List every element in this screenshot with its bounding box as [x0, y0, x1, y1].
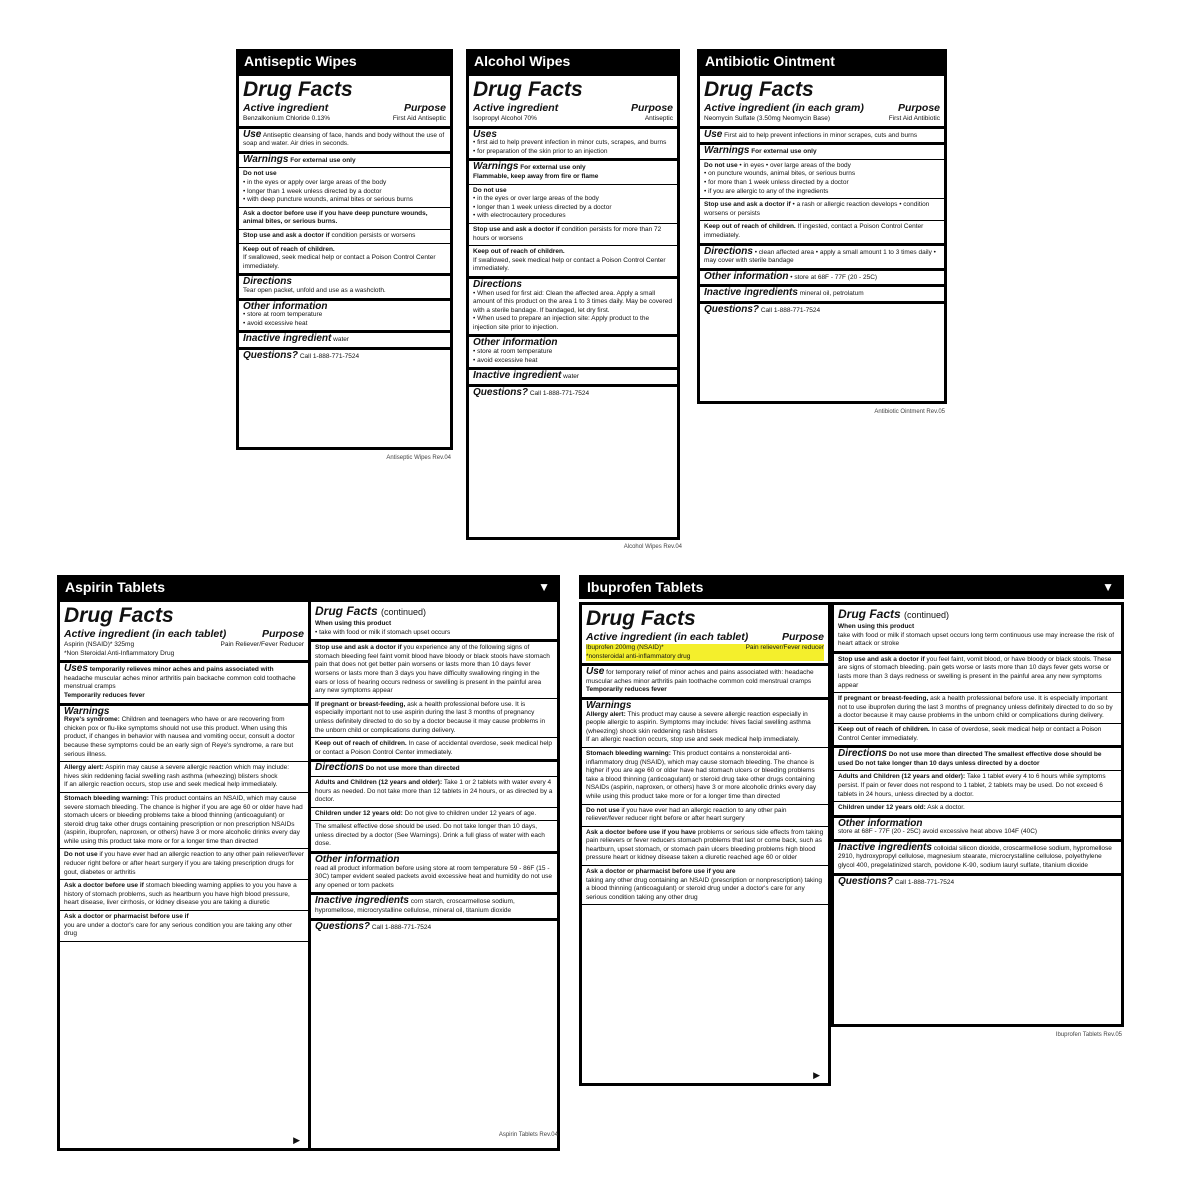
- revision-footer: Antiseptic Wipes Rev.04: [386, 455, 451, 461]
- drug-facts-title: Drug Facts: [243, 78, 353, 101]
- right-column: Drug Facts (continued) When using this product • take with food or milk if stomach upset occurs Stop use and ask a doctor if you experience any of the following signs of stomach bleeding feel faint vomit blood have bloody or black stools have stomach pain that does not get better pain worsens or lasts more than 10 days fever worsens or lasts more than 3 days you have difficulty swallowing ringing in the ears or loss of hearing occurs redness or swelling is present in the painful area any new symptoms appear If pregnant or breast-feeding, ask a health professional before use. It is especially important not to use aspirin during the last 3 months of pregnancy unless definitely directed to do so by a doctor because it may cause problems in the unborn child or complications during delivery. Keep out of reach of children. In case of accidental overdose, seek medical help or contact a Poison Control Center immediately. Directions Do not use more than directed Adults and Children (12 years and older): Take 1 or 2 tablets with water every 4 hours as needed. Do not take more than 12 tablets in 24 hours, or as directed by a doctor. Children under 12 years old: Do not give to children under 12 years of age. The smallest effective dose should be used. Do not take longer than 10 days, unless directed by a doctor (See Warnings). Drink a full glass of water with each dose. Other information read all product information before using store at room temperature 59 - 86F (15 - 30C) tamper evident sealed packets avoid excessive heat and humidity do not use any opened or torn packets Inactive ingredients corn starch, croscarmellose sodium, hypromellose, microcrystalline cellulose, mineral oil, titanium dioxide Questions? Call 1-888-771-7524: [311, 602, 557, 1148]
- questions-section: Questions? Call 1-888-771-7524: [704, 303, 821, 315]
- revision-footer: Ibuprofen Tablets Rev.05: [1055, 1032, 1122, 1038]
- other-information-section: Other information • store at 68F - 77F (20 - 25C): [700, 271, 944, 288]
- directions-section: Directions Do not use more than directed The smallest effective dose should be used Do not take longer than 10 days unless directed by a doctor: [834, 748, 1121, 771]
- card-header: Antiseptic Wipes: [236, 49, 453, 73]
- collapse-triangle-icon[interactable]: ▼: [538, 580, 550, 594]
- collapse-triangle-icon[interactable]: ▼: [1102, 580, 1114, 594]
- continue-arrow-icon: ▶: [813, 1070, 820, 1080]
- inactive-ingredient-section: Inactive ingredient water: [469, 370, 677, 387]
- warnings-section: Warnings Reye's syndrome: Children and teenagers who have or are recovering from chicken pox or flu-like symptoms should not use this product. When using this product, if changes in behavior with nausea and vomiting occur, consult a doctor because these symptoms could be an early sign of Reye's syndrome, a rare but serious illness.: [60, 706, 308, 763]
- drug-facts-box: Drug Facts Active ingredient (in each gram) Purpose Neomycin Sulfate (3.50mg Neomycin Base) First Aid Antibiotic Use First aid to help prevent infections in minor scrapes, cuts and burns Warnings For external use only Do not use • in eyes • over large areas of the body • on puncture wounds, animal bites, or serious burns • for more than 1 week unless directed by a doctor • if you are allergic to any of the ingredients Stop use and ask a doctor if • a rash or allergic reaction develops • condition worsens or persists Keep out of reach of children. If ingested, contact a Poison Control Center immediately. Directions • clean affected area • apply a small amount 1 to 3 times daily • may cover with sterile bandage Other information • store at 68F - 77F (20 - 25C) Inactive ingredients mineral oil, petrolatum Questions? Call 1-888-771-7524: [697, 73, 947, 404]
- directions-section: Directions • clean affected area • apply a small amount 1 to 3 times daily • may cover with sterile bandage: [700, 246, 944, 271]
- alcohol-wipes-card: [466, 49, 682, 550]
- uses-section: Uses temporarily relieves minor aches and pains associated with headache muscular aches minor arthritis pain backache common cold toothache menstrual cramps Temporarily reduces fever: [60, 663, 308, 705]
- directions-section: Directions • When used for first aid: Clean the affected area. Apply a small amount of this product on the area 1 to 3 times daily. May be covered with a sterile bandage. If bandaged, let dry first. • When used to prepare an injection site: Apply product to the injection site prior to injection.: [469, 279, 677, 338]
- drug-facts-title: Drug Facts: [473, 78, 583, 101]
- drug-facts-title: Drug Facts: [704, 78, 814, 101]
- left-column: Drug Facts Active ingredient (in each tablet) Purpose Aspirin (NSAID)* 325mg Pain Reliever/Fever Reducer *Non Steroidal Anti-Inflammatory Drug Uses temporarily relieves minor aches and pains associated with headache muscular aches minor arthritis pain backache common cold toothache menstrual cramps Temporarily reduces fever Warnings Reye's syndrome: Children and teenagers who have or are recovering from chicken pox or flu-like symptoms should not use this product. When using this product, if changes in behavior with nausea and vomiting occur, consult a doctor because these symptoms could be an early sign of Reye's syndrome, a rare but serious illness. Allergy alert: Aspirin may cause a severe allergic reaction which may include: hives skin reddening facial swelling rash asthma (wheezing) blisters shock If an allergic reaction occurs, stop use and seek medical help immediately. Stomach bleeding warning: This product contains an NSAID, which may cause severe stomach bleeding. The chance is higher if you are age 60 or older have had stomach ulcers or bleeding problems take a blood thinning (anticoagulant) or steroid drug take other drugs containing prescription or non prescription NSAIDs (aspirin, ibuprofen, naproxen, or others) have 3 or more alcoholic drinks every day while using this product take more or for a longer time than directed Do not use if you have ever had an allergic reaction to any other pain reliever/fever reducer right before or after heart surgery if you are taking prescription drugs for gout, diabetes or arthritis Ask a doctor before use if stomach bleeding warning applies to you you have a history of stomach problems, such as heartburn you have high blood pressure, heart disease, liver cirrhosis, or kidney disease you are taking a diuretic Ask a doctor or pharmacist before use if you are under a doctor's care for any serious condition you are taking any other drug ▶: [60, 602, 311, 1148]
- use-section: Use First aid to help prevent infections in minor scrapes, cuts and burns: [700, 129, 944, 146]
- drug-facts-box: [57, 599, 560, 1151]
- inactive-ingredients-section: Inactive ingredients colloidal silicon dioxide, croscarmellose sodium, hypromellose 2910, hydroxypropyl cellulose, magnesium stearate, microcrystalline cellulose, polyethylene glycol 400, pregelatinized starch, povidone K-90, sodium lauryl sulfate, titanium dioxide: [834, 842, 1121, 876]
- uses-section: Uses • first aid to help prevent infection in minor cuts, scrapes, and burns • for preparation of the skin prior to an injection: [469, 129, 677, 162]
- aspirin-tablets-card: [57, 575, 560, 1151]
- revision-footer: Antibiotic Ointment Rev.05: [874, 409, 945, 415]
- active-ingredient: Isopropyl Alcohol 70%: [473, 115, 537, 122]
- ibuprofen-tablets-card: [579, 575, 1124, 1080]
- card-header: Alcohol Wipes: [466, 49, 680, 73]
- continue-arrow-icon: ▶: [293, 1135, 300, 1145]
- drug-facts-box: Drug Facts Active ingredient Purpose Isopropyl Alcohol 70% Antiseptic Uses • first aid to help prevent infection in minor cuts, scrapes, and burns • for preparation of the skin prior to an injection Warnings For external use only Flammable, keep away from fire or flame Do not use • in the eyes or over large areas of the body • longer than 1 week unless directed by a doctor • with electrocautery procedures Stop use and ask a doctor if condition persists for more than 72 hours or worsens Keep out of reach of children. If swallowed, seek medical help or contact a Poison Control Center immediately. Directions • When used for first aid: Clean the affected area. Apply a small amount of this product on the area 1 to 3 times daily. May be covered with a sterile bandage. If bandaged, let dry first. • When used to prepare an injection site: Apply product to the injection site prior to injection. Other information • store at room temperature • avoid excessive heat Inactive ingredient water Questions? Call 1-888-771-7524: [466, 73, 680, 540]
- card-header: Antibiotic Ointment: [697, 49, 947, 73]
- purpose: Pain reliever/Fever reducer: [745, 644, 824, 651]
- antibiotic-ointment-card: [697, 49, 947, 415]
- active-ingredient: Benzalkonium Chloride 0.13%: [243, 115, 331, 122]
- antiseptic-wipes-card: [236, 49, 453, 461]
- use-section: Use for temporary relief of minor aches and pains associated with: headache muscular aches minor arthritis pain toothache common cold menstrual cramps Temporarily reduces fever: [582, 666, 828, 700]
- other-information-section: Other information • store at room temperature • avoid excessive heat: [469, 337, 677, 370]
- revision-footer: Alcohol Wipes Rev.04: [623, 544, 682, 550]
- purpose: Pain Reliever/Fever Reducer: [220, 641, 304, 648]
- purpose: Antiseptic: [644, 115, 673, 122]
- drug-facts-title: Drug Facts: [64, 604, 174, 627]
- drug-facts-box-left: Drug Facts Active ingredient (in each tablet) Purpose Ibuprofen 200mg (NSAID)* Pain reliever/Fever reducer *nonsteroidal anti-inflammatory drug Use for temporary relief of minor aches and pains associated with: headache muscular aches minor arthritis pain toothache common cold menstrual cramps Temporarily reduces fever Warnings Allergy alert: This product may cause a severe allergic reaction especially in people allergic to aspirin. Symptoms may include: hives facial swelling asthma (wheezing) shock skin reddening rash blisters If an allergic reaction occurs, stop use and seek medical help immediately. Stomach bleeding warning: This product contains a nonsteroidal anti-inflammatory drug (NSAID), which may cause stomach bleeding. The chance is higher if you are age 60 or older have had stomach ulcers or bleeding problems take a blood thinning (anticoagulant) or steroid drug take other drugs containing NSAIDs (aspirin, naproxen, or others) have 3 or more alcoholic drinks every day while using this product take more or for a longer time than directed Do not use if you have ever had an allergic reaction to any other pain reliever/fever reducer right before or after heart surgery Ask a doctor before use if you have problems or serious side effects from taking pain relievers or fever reducers stomach problems that last or come back, such as heartburn, upset stomach, or stomach pain ulcers bleeding problems high blood pressure heart or kidney disease taken a diuretic reached age 60 or older Ask a doctor or pharmacist before use if you are taking any other drug containing an NSAID (prescription or nonprescription) taking a blood thinning (anticoagulant) or steroid drug under a doctor's care for any serious condition taking any other drug ▶: [579, 602, 831, 1086]
- other-information-section: Other information read all product information before using store at room temperature 59 - 86F (15 - 30C) tamper evident sealed packets avoid excessive heat and humidity do not use any opened or torn packets: [311, 854, 557, 895]
- warnings-section: Warnings For external use only Flammable, keep away from fire or flame: [469, 161, 677, 184]
- revision-footer: Aspirin Tablets Rev.04: [498, 1132, 558, 1138]
- drug-facts-title: Drug Facts: [586, 607, 696, 630]
- purpose: First Aid Antibiotic: [888, 115, 940, 122]
- active-ingredient: Aspirin (NSAID)* 325mg: [64, 641, 135, 648]
- questions-section: Questions? Call 1-888-771-7524: [473, 386, 590, 398]
- warnings-section: Warnings For external use only: [700, 145, 944, 160]
- questions-section: Questions? Call 1-888-771-7524: [838, 875, 955, 887]
- warnings-section: Warnings For external use only: [239, 154, 450, 169]
- other-information-section: Other information store at 68F - 77F (20 - 25C) avoid excessive heat above 104F (40C): [834, 818, 1121, 842]
- directions-section: Directions Tear open packet, unfold and use as a washcloth.: [239, 276, 450, 300]
- highlighted-ingredient: Ibuprofen 200mg (NSAID)* Pain reliever/Fever reducer *nonsteroidal anti-inflammatory drug: [586, 644, 824, 660]
- other-information-section: Other information • store at room temperature • avoid excessive heat: [239, 301, 450, 334]
- inactive-ingredients-section: Inactive ingredients mineral oil, petrolatum: [700, 287, 944, 304]
- card-header: Ibuprofen Tablets ▼: [579, 575, 1124, 599]
- purpose: First Aid Antiseptic: [392, 115, 446, 122]
- directions-section: Directions Do not use more than directed: [311, 762, 557, 777]
- questions-section: Questions? Call 1-888-771-7524: [315, 920, 432, 932]
- inactive-ingredient-section: Inactive ingredient water: [239, 333, 450, 350]
- card-header: Aspirin Tablets ▼: [57, 575, 560, 599]
- use-section: Use Antiseptic cleansing of face, hands and body without the use of soap and water. Air dries in seconds.: [239, 129, 450, 154]
- active-ingredient: Ibuprofen 200mg (NSAID)*: [586, 644, 664, 651]
- drug-facts-box-right: Drug Facts (continued) When using this product take with food or milk if stomach upset occurs long term continuous use may increase the risk of heart attack or stroke Stop use and ask a doctor if you feel faint, vomit blood, or have bloody or black stools. These are signs of stomach bleeding. pain gets worse or lasts more than 10 days fever gets worse or lasts more than 3 days redness or swelling is present in the painful area any new symptoms appear If pregnant or breast-feeding, ask a health professional before use. It is especially important not to use ibuprofen during the last 3 months of pregnancy unless definitely directed to do so by a doctor because it may cause problems in the unborn child or complications during delivery. Keep out of reach of children. In case of overdose, seek medical help or contact a Poison Control Center immediately. Directions Do not use more than directed The smallest effective dose should be used Do not take longer than 10 days unless directed by a doctor Adults and Children (12 years and older): Take 1 tablet every 4 to 6 hours while symptoms persist. If pain or fever does not respond to 1 tablet, 2 tablets may be used. Do not exceed 6 tablets in 24 hours, unless directed by a doctor. Children under 12 years old: Ask a doctor. Other information store at 68F - 77F (20 - 25C) avoid excessive heat above 104F (40C) Inactive ingredients colloidal silicon dioxide, croscarmellose sodium, hypromellose 2910, hydroxypropyl cellulose, magnesium stearate, microcrystalline cellulose, polyethylene glycol 400, pregelatinized starch, povidone K-90, sodium lauryl sulfate, titanium dioxide Questions? Call 1-888-771-7524: [831, 602, 1124, 1027]
- inactive-ingredients-section: Inactive ingredients corn starch, croscarmellose sodium, hypromellose, microcrystalline cellulose, mineral oil, titanium dioxide: [311, 895, 557, 920]
- active-ingredient: Neomycin Sulfate (3.50mg Neomycin Base): [704, 115, 831, 122]
- drug-facts-box: Drug Facts Active ingredient Purpose Benzalkonium Chloride 0.13% First Aid Antiseptic Use Antiseptic cleansing of face, hands and body without the use of soap and water. Air dries in seconds. Warnings For external use only Do not use • in the eyes or apply over large areas of the body • longer than 1 week unless directed by a doctor • with deep puncture wounds, animal bites or serious burns Ask a doctor before use if you have deep puncture wounds, animal bites, or serious burns. Stop use and ask a doctor if condition persists or worsens Keep out of reach of children. If swallowed, seek medical help or contact a Poison Control Center immediately. Directions Tear open packet, unfold and use as a washcloth. Other information • store at room temperature • avoid excessive heat Inactive ingredient water Questions? Call 1-888-771-7524: [236, 73, 453, 450]
- warnings-section: Warnings Allergy alert: This product may cause a severe allergic reaction especially in people allergic to aspirin. Symptoms may include: hives facial swelling asthma (wheezing) shock skin reddening rash blisters If an allergic reaction occurs, stop use and seek medical help immediately.: [582, 700, 828, 748]
- questions-section: Questions? Call 1-888-771-7524: [243, 349, 360, 361]
